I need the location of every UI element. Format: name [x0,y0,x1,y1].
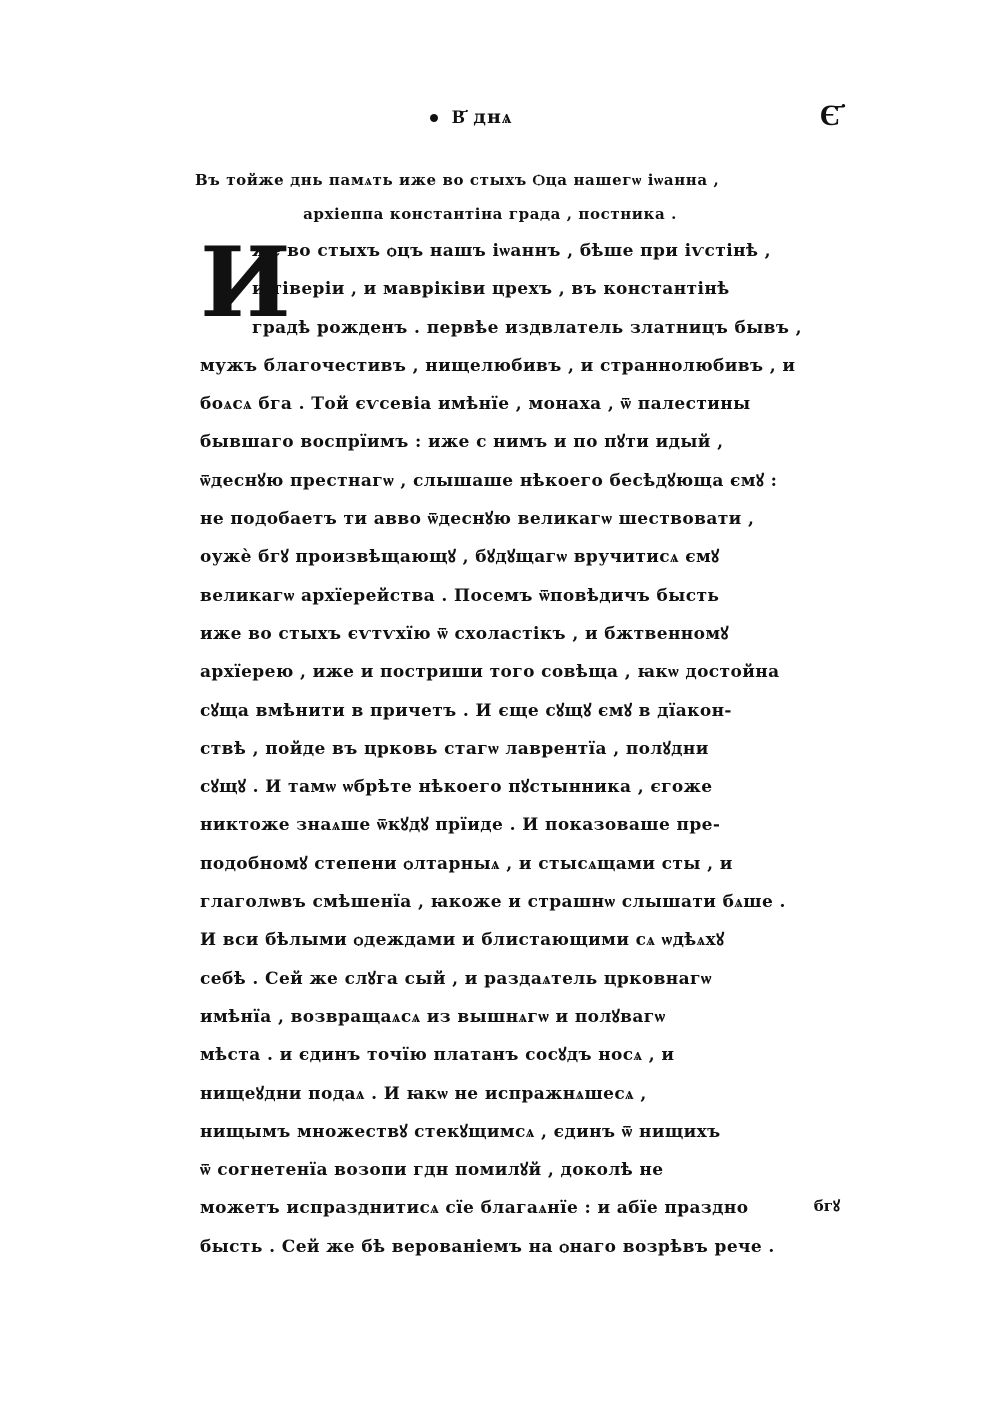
text-line: боѧсѧ бга . Той єѵсевіа имѣнїе , монаха , ѿ палестины [200,394,751,415]
page-number: Є҃ [819,98,840,133]
text-line: и тіверіи , и мавріківи црехъ , въ константінѣ [252,279,730,300]
text-line: бывшаго воспрїимъ : иже с нимъ и по пꙋти идый , [200,432,724,453]
title-line-1: Въ тойже днь памѧть иже во стыхъ Ѻца нашегѡ іѡанна , [195,171,720,189]
text-line: сꙋщꙋ . И тамѡ ѡбрѣте нѣкоего пꙋстынника , єгоже [200,777,713,798]
text-line: градѣ рожденъ . первѣе издвлатель златницъ бывъ , [252,317,802,338]
page-header [0,98,1000,138]
text-line: ѿ согнетенїа возопи гдн помилꙋй , доколѣ не [200,1160,664,1181]
text-line: оужѐ бгꙋ произвѣщающꙋ , бꙋдꙋщагѡ вручитисѧ ємꙋ [200,547,720,568]
text-line: глаголѡвъ смѣшенїа , ꙗкоже и страшнѡ слышати бѧше . [200,892,786,913]
text-line: ѿдеснꙋю престнагѡ , слышаше нѣкоего бесѣдꙋюща ємꙋ : [200,470,778,491]
drop-cap: И [200,226,291,339]
text-line: мужъ благочестивъ , нищелюбивъ , и страннолюбивъ , и [200,355,796,376]
text-line: сꙋща вмѣнити в причетъ . И єще сꙋщꙋ ємꙋ в дїакон- [200,700,732,721]
text-line: никтоже знаѧше ѿкꙋдꙋ прїиде . И показоваше пре- [200,815,721,836]
section-title [195,163,845,231]
text-line: мѣста . и єдинъ точїю платанъ сосꙋдъ носѧ , и [200,1045,675,1066]
catchword: бгꙋ [813,1197,840,1215]
text-line: можетъ испразднитисѧ сїе благаѧнїе : и абїе праздно [200,1198,749,1219]
text-line: архїерею , иже и постриши того совѣща , ꙗкѡ достойна [200,662,780,683]
text-line: нищымъ множествꙋ стекꙋщимсѧ , єдинъ ѿ нищихъ [200,1121,721,1142]
text-line: великагѡ архїерейства . Посемъ ѿповѣдичъ бысть [200,585,720,606]
running-head [430,106,512,129]
text-line: бысть . Сей же бѣ верованіемъ на ѻнаго возрѣвъ рече . [200,1236,775,1257]
text-line: нищеꙋдни подаѧ . И ꙗкѡ не испражнѧшесѧ , [200,1083,647,1104]
text-line: же во стыхъ ѻцъ нашъ іѡаннъ , бѣше при іѵстінѣ , [252,241,771,261]
running-head-text: В҃ днѧ [452,106,513,128]
text-line: И вси бѣлыми ѻдеждами и блистающими сѧ ѡдѣѧхꙋ [200,930,725,951]
text-line: ствѣ , пойде въ црковь стагѡ лаврентїа , полꙋдни [200,738,709,759]
text-line: не подобаетъ ти авво ѿдеснꙋю великагѡ шествовати , [200,509,755,530]
body-text [200,226,840,1266]
text-line: подобномꙋ степени ѻлтарныѧ , и стысѧщами сты , и [200,853,733,874]
text-line: иже во стыхъ єѵтѵхїю ѿ схоластікъ , и бжтвенномꙋ [200,623,729,644]
text-line: себѣ . Сей же слꙋга сый , и раздаѧтель црковнагѡ [200,968,712,989]
text-line: имѣнїа , возвращаѧсѧ из вышнѧгѡ и полꙋвагѡ [200,1006,666,1027]
title-line-2: архіеппа константіна града , постника . [303,205,677,223]
bullet-icon [430,114,438,122]
